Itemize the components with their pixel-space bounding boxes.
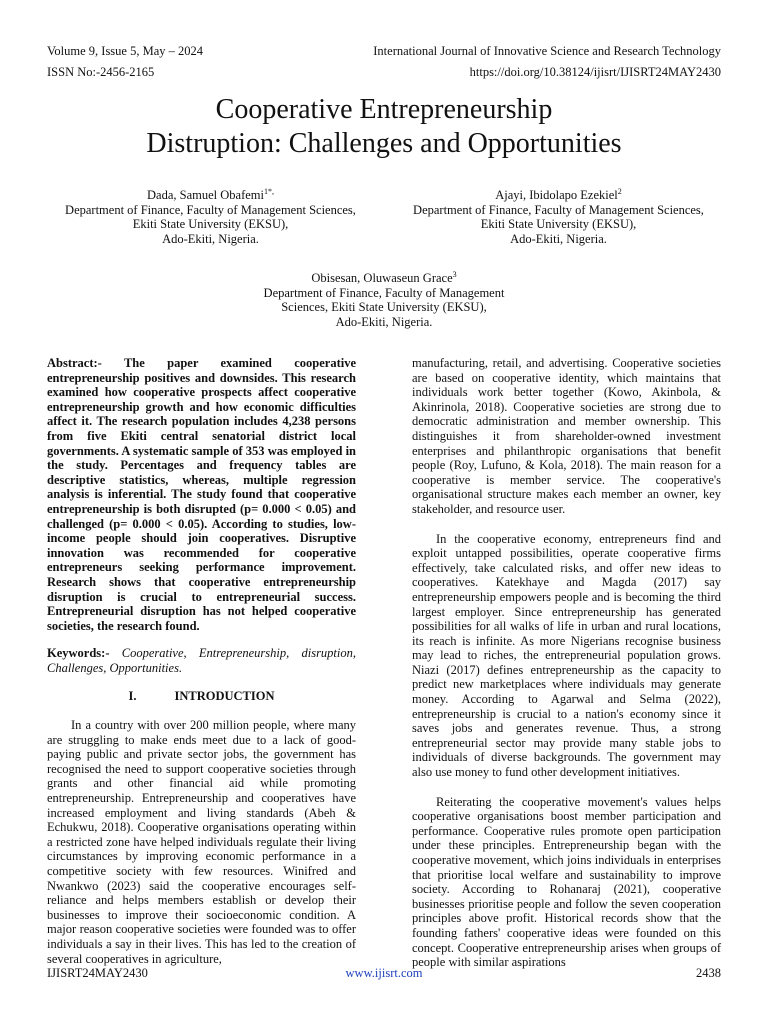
intro-paragraph-4: Reiterating the cooperative movement's values helps cooperative organisations boost member participation and performance. Cooperative rules promote open participation under these principles. Entrepreneurship began with the cooperative movement, which joins individuals in enterprises that prioritise local welfare and sustainability to improve society. According to Rohanaraj (2021), cooperative businesses prioritise people and follow the seven cooperation principles above profit. Historical records show that the founding fathers' cooperative ideas were founded on this concept. Cooperative entrepreneurship arises when groups of people with similar aspirations <box>412 794 721 970</box>
right-column <box>412 356 721 970</box>
issn: ISSN No:-2456-2165 <box>47 65 155 79</box>
author-affiliation: Ekiti State University (EKSU), <box>132 217 289 232</box>
author-block-2 <box>395 188 722 246</box>
author-affiliation: Department of Finance, Faculty of Management Sciences, <box>413 202 704 217</box>
footer-paper-id: IJISRT24MAY2430 <box>47 966 148 980</box>
volume-issue: Volume 9, Issue 5, May – 2024 <box>47 44 204 58</box>
section-heading: I. INTRODUCTION <box>128 689 275 704</box>
author-block-3 <box>234 271 534 329</box>
author-affiliation: Sciences, Ekiti State University (EKSU), <box>281 300 487 315</box>
author-affiliation: Ekiti State University (EKSU), <box>480 217 637 232</box>
intro-paragraph-2: manufacturing, retail, and advertising. Cooperative societies are based on cooperative identity, which maintains that individuals work better together (Kowo, Akinbola, & Akinrinola, 2018). Cooperative societies are strong due to democratic administration and member ownership. This distinguishes it from shareholder-owned investment enterprises and philanthropic organisations that benefit people (Roy, Lufuno, & Kola, 2018). The main reason for a cooperative is member service. The cooperative's organisational structure makes each member an owner, key stakeholder, and resource user. <box>412 356 721 516</box>
intro-paragraph-1: In a country with over 200 million people, where many are struggling to make ends meet due to a lack of good-paying public and private sector jobs, the government has recognised the need to support cooperative societies through grants and other financial aid while promoting entrepreneurship. Entrepreneurship and cooperatives have increased employment and living standards (Abeh & Echukwu, 2018). Cooperative organisations operating within a restricted zone have helped individuals regulate their living circumstances by improving economic performance in a competitive society with few resources. Winifred and Nwankwo (2023) said the cooperative encourages self-reliance and helps members establish or develop their businesses to improve their socioeconomic condition. A major reason cooperative societies were founded was to offer individuals a say in their lives. This has led to the creation of several cooperatives in agriculture, <box>47 718 356 966</box>
doi-link[interactable]: https://doi.org/10.38124/ijisrt/IJISRT24MAY2430 <box>469 65 721 79</box>
title-line-2: Distruption: Challenges and Opportunities <box>146 128 622 159</box>
author-affiliation: Department of Finance, Faculty of Management <box>263 285 505 300</box>
footer-website-link[interactable]: www.ijisrt.com <box>345 966 423 980</box>
abstract: Abstract:- The paper examined cooperative entrepreneurship positives and downsides. This research examined how cooperative prospects affect cooperative entrepreneurship growth and how economic difficulties affect it. The research population includes 4,238 persons from five Ekiti central senatorial district local governments. A systematic sample of 353 was employed in the study. Percentages and frequency tables are descriptive statistics, whereas, multiple regression analysis is inferential. The study found that cooperative entrepreneurship is both disrupted (p= 0.000 < 0.05) and challenged (p= 0.000 < 0.05). According to studies, low-income people should join cooperatives. Disruptive innovation was recommended for cooperative entrepreneurs seeking performance improvement. Research shows that cooperative entrepreneurship disruption is crucial to entrepreneurial success. Entrepreneurial disruption has not helped cooperative societies, the research found. <box>47 356 357 633</box>
author-affiliation: Ado-Ekiti, Nigeria. <box>162 231 259 246</box>
journal-name: International Journal of Innovative Science and Research Technology <box>373 44 721 58</box>
author-affiliation: Ado-Ekiti, Nigeria. <box>510 231 607 246</box>
paper-title <box>0 93 768 161</box>
author-affiliation: Department of Finance, Faculty of Management Sciences, <box>65 202 356 217</box>
left-column <box>47 356 356 966</box>
keywords: Keywords:- Cooperative, Entrepreneurship, disruption, Challenges, Opportunities. <box>47 646 357 675</box>
author-name: Obisesan, Oluwaseun Grace$^3$ <box>311 269 457 285</box>
author-name: Dada, Samuel Obafemi$^{1*,}$ <box>147 186 274 202</box>
author-affiliation: Ado-Ekiti, Nigeria. <box>335 314 433 329</box>
author-block-1 <box>47 188 374 246</box>
intro-paragraph-3: In the cooperative economy, entrepreneurs find and exploit untapped possibilities, operate cooperative firms effectively, take calculated risks, and offer new ideas to cooperatives. Katekhaye and Magda (2017) say entrepreneurship empowers people and is becoming the third largest employer. Since entrepreneurship has generated possibilities for all walks of life in urban and rural locations, its reach is infinite. As more Nigerians recognise business may lead to riches, the entrepreneurial population grows. Niazi (2017) defines entrepreneurship as the capacity to predict new marketplaces where individuals may generate money. According to Agarwal and Selma (2022), entrepreneurship is crucial to a nation's economy since it saves jobs and generates revenue. Thus, a strong entrepreneurial sector may provide many stable jobs to individuals of diverse backgrounds. The government may also use money to fund other development initiatives. <box>412 531 721 780</box>
page-number: 2438 <box>696 966 721 980</box>
title-line-1: Cooperative Entrepreneurship <box>215 94 553 125</box>
author-name: Ajayi, Ibidolapo Ezekiel$^2$ <box>495 186 622 202</box>
footer-center <box>0 966 768 981</box>
